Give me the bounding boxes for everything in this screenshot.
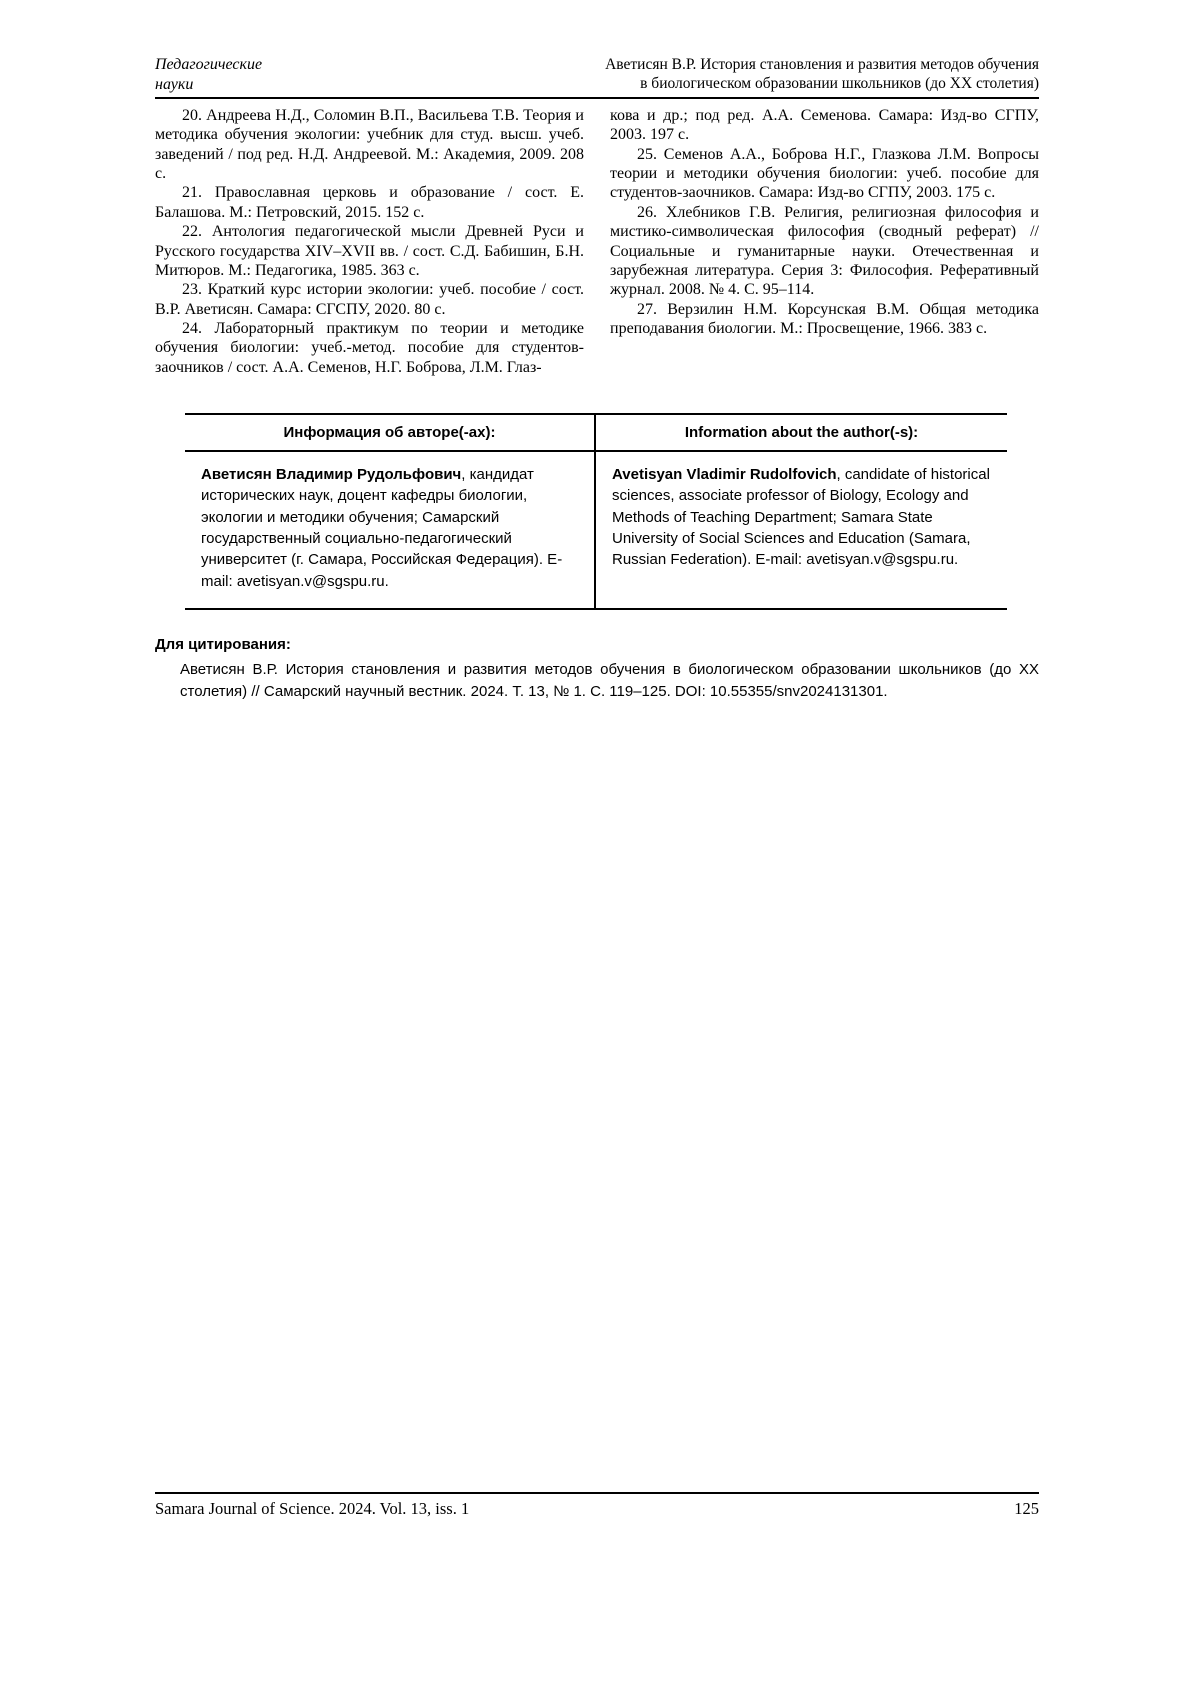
author-details-ru: , кандидат исторических наук, доцент кафедры биологии, экологии и методики обучения; Самарский государственный социально-педагогический университет (г. Самара, Российская Федерация). E-mail: avetisyan.v@sgspu.ru. — [201, 466, 563, 590]
running-head — [155, 55, 1039, 99]
reference-item: кова и др.; под ред. А.А. Семенова. Самара: Изд-во СГПУ, 2003. 197 с. — [610, 107, 1039, 144]
section-title-line1: Педагогические — [155, 56, 263, 73]
references-section — [155, 106, 1039, 377]
reference-item: 23. Краткий курс истории экологии: учеб. пособие / сост. В.Р. Аветисян. Самара: СГСПУ, 2020. 80 с. — [155, 281, 584, 318]
author-details-en: , candidate of historical sciences, associate professor of Biology, Ecology and Methods of Teaching Department; Samara State University of Social Sciences and Education (Samara, Russian Federation). E-mail: avetisyan.v@sgspu.ru. — [612, 466, 990, 569]
reference-item: 21. Православная церковь и образование / сост. Е. Балашова. М.: Петровский, 2015. 152 с. — [155, 184, 584, 221]
references-column-left — [155, 106, 584, 377]
reference-item: 22. Антология педагогической мысли Древней Руси и Русского государства XIV–XVII вв. / сост. С.Д. Бабишин, Б.Н. Митюров. М.: Педагогика, 1985. 363 с. — [155, 223, 584, 279]
references-column-right — [610, 106, 1039, 377]
article-title-line1: Аветисян В.Р. История становления и развития методов обучения — [605, 56, 1039, 74]
citation-label: Для цитирования: — [155, 635, 291, 653]
reference-item: 27. Верзилин Н.М. Корсунская В.М. Общая методика преподавания биологии. М.: Просвещение, 1966. 383 с. — [610, 300, 1039, 337]
page-footer — [155, 1492, 1039, 1519]
author-name-ru: Аветисян Владимир Рудольфович — [201, 466, 462, 484]
author-info-table — [185, 413, 1007, 610]
author-info-header-ru: Информация об авторе(-ах): — [185, 415, 596, 452]
reference-item: 25. Семенов А.А., Боброва Н.Г., Глазкова Л.М. Вопросы теории и методики обучения биологии: учеб. пособие для студентов-заочников. Самара: Изд-во СГПУ, 2003. 175 с. — [610, 145, 1039, 202]
author-info-table-body — [185, 452, 1007, 608]
section-title — [155, 55, 262, 94]
page-content — [155, 55, 1039, 702]
author-info-ru — [185, 452, 596, 608]
author-name-en: Avetisyan Vladimir Rudolfovich — [612, 466, 837, 484]
author-info-header-en: Information about the author(-s): — [596, 415, 1007, 452]
section-title-line2: науки — [155, 75, 194, 93]
article-title-line2: в биологическом образовании школьников (до XX столетия) — [640, 75, 1039, 93]
author-info-en — [596, 452, 1007, 608]
article-running-title — [605, 56, 1039, 94]
footer-journal-info: Samara Journal of Science. 2024. Vol. 13, iss. 1 — [155, 1499, 470, 1518]
reference-item: 26. Хлебников Г.В. Религия, религиозная философия и мистико-символическая философия (сводный реферат) // Социальные и гуманитарные науки. Отечественная и зарубежная литература. Серия 3: Философия. Реферативный журнал. 2008. № 4. С. 95–114. — [610, 203, 1039, 299]
footer-page-number: 125 — [1014, 1499, 1039, 1518]
citation-text: Аветисян В.Р. История становления и развития методов обучения в биологическом образовании школьников (до XX столетия) // Самарский научный вестник. 2024. Т. 13, № 1. С. 119–125. DOI: 10.55355/snv2024131301. — [180, 660, 1039, 700]
author-info-table-header — [185, 415, 1007, 452]
reference-item: 24. Лабораторный практикум по теории и методике обучения биологии: учеб.-метод. пособие для студентов-заочников / сост. А.А. Семенов, Н.Г. Боброва, Л.М. Глаз- — [155, 319, 584, 376]
citation-section — [155, 636, 1039, 703]
reference-item: 20. Андреева Н.Д., Соломин В.П., Васильева Т.В. Теория и методика обучения экологии: учебник для студ. высш. учеб. заведений / под ред. Н.Д. Андреевой. М.: Академия, 2009. 208 с. — [155, 107, 584, 183]
